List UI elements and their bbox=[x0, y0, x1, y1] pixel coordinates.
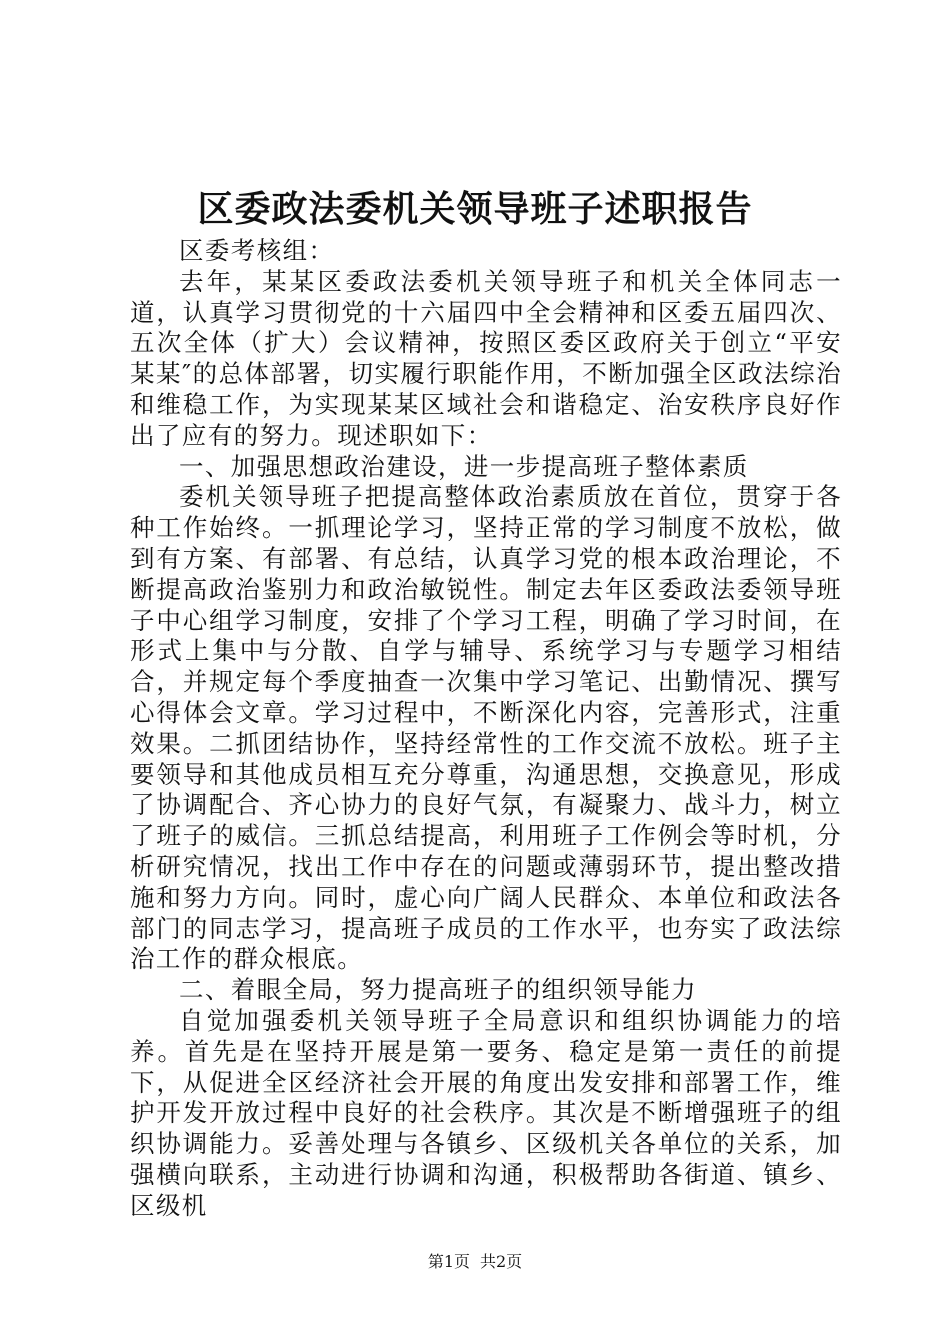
section-heading-2: 二、着眼全局，努力提高班子的组织领导能力 bbox=[179, 975, 697, 1005]
page-total: 共2页 bbox=[480, 1252, 523, 1271]
paragraph-intro: 去年，某某区委政法委机关领导班子和机关全体同志一道，认真学习贯彻党的十六届四中全会精神和区委五届四次、五次全体（扩大）会议精神，按照区委区政府关于创立“平安某某″的总体部署，切实履行职能作用，不断加强全区政法综治和维稳工作，为实现某某区域社会和谐稳定、治安秩序良好作出了应有的努力。现述职如下： bbox=[130, 266, 842, 450]
page-number: 第1页 bbox=[427, 1252, 470, 1271]
paragraph-section-2: 自觉加强委机关领导班子全局意识和组织协调能力的培养。首先是在坚持开展是第一要务、稳定是第一责任的前提下，从促进全区经济社会开展的角度出发安排和部署工作，维护开发开放过程中良好的社会秩序。其次是不断增强班子的组织协调能力。妥善处理与各镇乡、区级机关各单位的关系，加强横向联系，主动进行协调和沟通，积极帮助各街道、镇乡、区级机 bbox=[130, 1005, 842, 1220]
section-heading-1: 一、加强思想政治建设，进一步提高班子整体素质 bbox=[179, 451, 749, 481]
document-body bbox=[130, 236, 842, 1222]
paragraph-section-1: 委机关领导班子把提高整体政治素质放在首位，贯穿于各种工作始终。一抓理论学习，坚持正常的学习制度不放松，做到有方案、有部署、有总结，认真学习党的根本政治理论，不断提高政治鉴别力和政治敏锐性。制定去年区委政法委领导班子中心组学习制度，安排了个学习工程，明确了学习时间，在形式上集中与分散、自学与辅导、系统学习与专题学习相结合，并规定每个季度抽查一次集中学习笔记、出勤情况、撰写心得体会文章。学习过程中，不断深化内容，完善形式，注重效果。二抓团结协作，坚持经常性的工作交流不放松。班子主要领导和其他成员相互充分尊重，沟通思想，交换意见，形成了协调配合、齐心协力的良好气氛，有凝聚力、战斗力，树立了班子的威信。三抓总结提高，利用班子工作例会等时机，分析研究情况，找出工作中存在的问题或薄弱环节，提出整改措施和努力方向。同时，虚心向广阔人民群众、本单位和政法各部门的同志学习，提高班子成员的工作水平，也夯实了政法综治工作的群众根底。 bbox=[130, 482, 842, 974]
salutation: 区委考核组： bbox=[179, 236, 335, 265]
page-footer bbox=[0, 1252, 950, 1272]
document-title: 区委政法委机关领导班子述职报告 bbox=[197, 188, 753, 230]
